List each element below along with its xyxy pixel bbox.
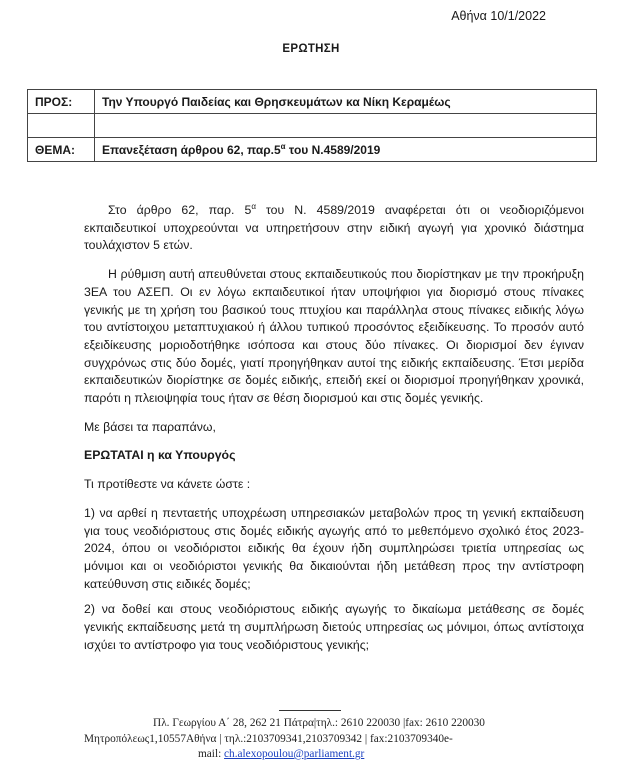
question-item-2: 2) να δοθεί και στους νεοδιόριστους ειδικής αγωγής το δικαίωμα μετάθεσης σε δομές γενικής εκπαίδευσης μετά τη συμπλήρωση διετούς υπηρεσίας ως μόνιμοι, όπως αντίστοιχα ισχύει το αντίστροφο για τους νεοδιόριστους γενικής;: [84, 602, 584, 652]
footer-email-label: mail:: [198, 748, 225, 760]
footer-patras-address: Πλ. Γεωργίου Α΄ 28, 262 21 Πάτρα|τηλ.: 2610 220030 |fax: 2610 220030: [153, 717, 485, 729]
recipient-label: ΠΡΟΣ:: [28, 90, 95, 114]
subject-superscript: α: [280, 141, 286, 151]
footer-email-line: [84, 747, 554, 763]
subject-law: του Ν.4589/2019: [285, 142, 381, 157]
footer-athens-address: Μητροπόλεως1,10557Αθήνα | τηλ.:2103709341,2103709342 | fax:2103709340e-: [84, 732, 453, 745]
table-gap: [28, 114, 597, 138]
info-table: [27, 89, 597, 162]
recipient-row: [28, 90, 597, 114]
paragraph-context: Η ρύθμιση αυτή απευθύνεται στους εκπαιδευτικούς που διορίστηκαν με την προκήρυξη 3ΕΑ του ΑΣΕΠ. Οι εν λόγω εκπαιδευτικοί ήταν υποψήφιοι για διορισμό στους πίνακες γενικής με τη χρήση του βασικού τους πτυχίου και παράλληλα στους πίνακες ειδικής λόγω του αντίστοιχου μεταπτυχιακού ή άλλου τυπικού προσόντος εξειδίκευσης. Το προσόν αυτό εξειδίκευσης μοριοδοτήθηκε ισόποσα και στους δύο πίνακες. Οι διορισμοί δεν έγιναν συγχρόνως στις δύο δομές, γιατί προηγήθηκαν αυτοί της ειδικής εκπαίδευσης. Έτσι μερίδα εκπαιδευτικών διορίστηκε σε δομές ειδικής, επειδή εκεί οι διορισμοί προηγήθηκαν χρονικά, παρότι η πλειοψηφία τους ήταν σε θέση διορισμού και στις δομές γενικής.: [84, 267, 584, 406]
paragraph-intro-start: Στο άρθρο 62, παρ. 5: [108, 203, 252, 217]
question-item-1: 1) να αρθεί η πενταετής υποχρέωση υπηρεσιακών μεταβολών προς τη γενική εκπαίδευση για τους νεοδιόριστους στις δομές ειδικής αγωγής από το μεθεπόμενο σχολικό έτος 2023-2024, όπου οι νεοδιόριστοι ειδικής θα έχουν ήδη συμπληρώσει τριετία υπηρεσίας ως μόνιμοι και οι νεοδιόριστοι γενικής θα δικαιούνται ήδη μετάθεση προς την αντίστροφη κατεύθυνση στις ειδικές δομές;: [84, 505, 584, 591]
subject-text: Επανεξέταση άρθρου 62, παρ.5: [102, 142, 281, 157]
question-intro: Τι προτίθεστε να κάνετε ώστε :: [84, 477, 251, 492]
paragraph-intro: [84, 202, 584, 255]
subject-label: ΘΕΜΑ:: [28, 138, 95, 162]
recipient-value: Την Υπουργό Παιδείας και Θρησκευμάτων κα Νίκη Κεραμέως: [95, 90, 597, 114]
paragraph-intro-end: του Ν. 4589/2019 αναφέρεται ότι οι νεοδιοριζόμενοι εκπαιδευτικοί υποχρεούνται να υπηρετήσουν στην ειδική αγωγή για χρονικό διάστημα τουλάχιστον 5 ετών.: [84, 203, 584, 253]
paragraph-transition: Με βάσει τα παραπάνω,: [84, 419, 216, 434]
subject-row: [28, 138, 597, 162]
document-date: Αθήνα 10/1/2022: [451, 9, 546, 23]
document-title: ΕΡΩΤΗΣΗ: [282, 43, 340, 55]
email-link[interactable]: ch.alexopoulou@parliament.gr: [224, 748, 365, 760]
subject-value: [95, 138, 597, 162]
footer-contact: [84, 716, 554, 763]
footer-divider: [279, 710, 341, 711]
document-body: [84, 202, 584, 654]
intro-superscript: α: [251, 201, 256, 211]
question-heading: ΕΡΩΤΑΤΑΙ η κα Υπουργός: [84, 448, 236, 463]
